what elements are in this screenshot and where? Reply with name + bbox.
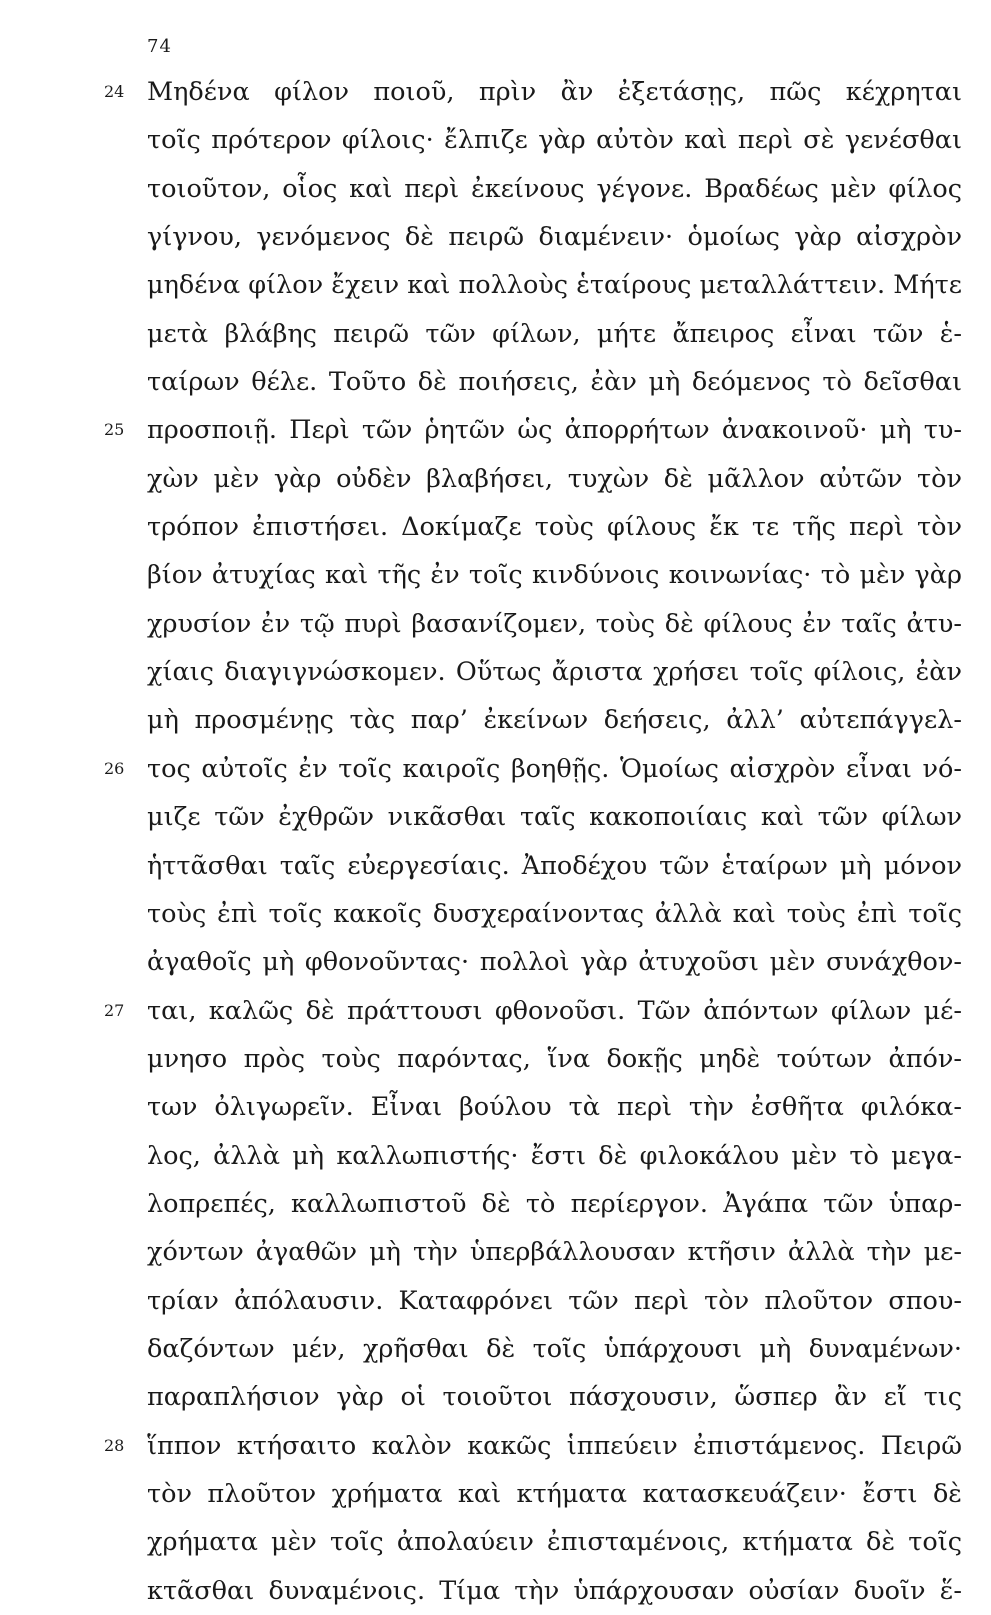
text-line bbox=[147, 551, 962, 599]
line-text: τρίαν ἀπόλαυσιν. Καταφρόνει τῶν περὶ τὸν πλοῦτον σπου- bbox=[147, 1285, 962, 1316]
page-number: 74 bbox=[147, 36, 172, 57]
text-line bbox=[147, 165, 962, 213]
line-text: χρυσίον ἐν τῷ πυρὶ βασανίζομεν, τοὺς δὲ φίλους ἐν ταῖς ἀτυ- bbox=[147, 608, 962, 639]
text-line bbox=[147, 842, 962, 890]
section-number: 25 bbox=[104, 420, 125, 440]
text-line bbox=[147, 1567, 962, 1615]
line-text: χίαις διαγιγνώσκομεν. Οὕτως ἄριστα χρήσει τοῖς φίλοις, ἐὰν bbox=[147, 657, 962, 688]
line-text: χρήματα μὲν τοῖς ἀπολαύειν ἐπισταμένοις, κτήματα δὲ τοῖς bbox=[147, 1527, 962, 1558]
text-line bbox=[147, 1373, 962, 1421]
text-line bbox=[147, 890, 962, 938]
line-text: τοῖς πρότερον φίλοις· ἔλπιζε γὰρ αὐτὸν καὶ περὶ σὲ γενέσθαι bbox=[147, 125, 962, 156]
text-line bbox=[104, 745, 962, 793]
section-number: 27 bbox=[104, 1000, 125, 1020]
line-text: τρόπον ἐπιστήσει. Δοκίμαζε τοὺς φίλους ἔκ τε τῆς περὶ τὸν bbox=[147, 512, 962, 543]
text-line bbox=[147, 1083, 962, 1131]
line-text: βίον ἀτυχίας καὶ τῆς ἐν τοῖς κινδύνοις κοινωνίας· τὸ μὲν γὰρ bbox=[147, 560, 962, 591]
text-line bbox=[147, 455, 962, 503]
text-line bbox=[104, 68, 962, 116]
text-line bbox=[147, 1518, 962, 1566]
text-line bbox=[147, 1180, 962, 1228]
body-text bbox=[104, 68, 962, 1615]
line-text: λοπρεπές, καλλωπιστοῦ δὲ τὸ περίεργον. Ἀγάπα τῶν ὑπαρ- bbox=[147, 1188, 962, 1219]
line-text: μὴ προσμένῃς τὰς παρ’ ἐκείνων δεήσεις, ἀλλ’ αὐτεπάγγελ- bbox=[147, 705, 962, 736]
text-line bbox=[147, 358, 962, 406]
text-line bbox=[147, 1325, 962, 1373]
line-text: δαζόντων μέν, χρῆσθαι δὲ τοῖς ὑπάρχουσι μὴ δυναμένων· bbox=[147, 1333, 962, 1364]
section-number: 26 bbox=[104, 758, 125, 778]
line-text: ἡττᾶσθαι ταῖς εὐεργεσίαις. Ἀποδέχου τῶν ἑταίρων μὴ μόνον bbox=[147, 850, 962, 881]
text-line bbox=[147, 1228, 962, 1276]
line-text: ἵππον κτήσαιτο καλὸν κακῶς ἱππεύειν ἐπιστάμενος. Πειρῶ bbox=[147, 1430, 962, 1461]
text-line bbox=[147, 696, 962, 744]
line-text: χὼν μὲν γὰρ οὐδὲν βλαβήσει, τυχὼν δὲ μᾶλλον αὐτῶν τὸν bbox=[147, 463, 962, 494]
line-text: παραπλήσιον γὰρ οἱ τοιοῦτοι πάσχουσιν, ὥσπερ ἂν εἴ τις bbox=[147, 1382, 962, 1413]
line-text: μιζε τῶν ἐχθρῶν νικᾶσθαι ταῖς κακοποιίαις καὶ τῶν φίλων bbox=[147, 802, 962, 833]
line-text: χόντων ἀγαθῶν μὴ τὴν ὑπερβάλλουσαν κτῆσιν ἀλλὰ τὴν με- bbox=[147, 1237, 962, 1268]
text-line bbox=[147, 1132, 962, 1180]
line-text: μνησο πρὸς τοὺς παρόντας, ἵνα δοκῇς μηδὲ τούτων ἀπόν- bbox=[147, 1043, 962, 1074]
line-text: ἀγαθοῖς μὴ φθονοῦντας· πολλοὶ γὰρ ἀτυχοῦσι μὲν συνάχθον- bbox=[147, 947, 962, 978]
text-line bbox=[147, 938, 962, 986]
text-line bbox=[147, 648, 962, 696]
line-text: των ὀλιγωρεῖν. Εἶναι βούλου τὰ περὶ τὴν ἐσθῆτα φιλόκα- bbox=[147, 1092, 962, 1123]
line-text: τοιοῦτον, οἷος καὶ περὶ ἐκείνους γέγονε. Βραδέως μὲν φίλος bbox=[147, 173, 962, 204]
line-text: μηδένα φίλον ἔχειν καὶ πολλοὺς ἑταίρους μεταλλάττειν. Μήτε bbox=[147, 270, 962, 301]
line-text: τος αὐτοῖς ἐν τοῖς καιροῖς βοηθῇς. Ὁμοίως αἰσχρὸν εἶναι νό- bbox=[147, 753, 962, 784]
text-line bbox=[147, 1035, 962, 1083]
text-line bbox=[147, 1470, 962, 1518]
line-text: ται, καλῶς δὲ πράττουσι φθονοῦσι. Τῶν ἀπόντων φίλων μέ- bbox=[147, 995, 962, 1026]
text-line bbox=[104, 987, 962, 1035]
line-text: τὸν πλοῦτον χρήματα καὶ κτήματα κατασκευάζειν· ἔστι δὲ bbox=[147, 1478, 962, 1509]
text-line bbox=[104, 406, 962, 454]
text-line bbox=[147, 116, 962, 164]
line-text: κτᾶσθαι δυναμένοις. Τίμα τὴν ὑπάρχουσαν οὐσίαν δυοῖν ἕ- bbox=[147, 1575, 962, 1606]
line-text: μετὰ βλάβης πειρῶ τῶν φίλων, μήτε ἄπειρος εἶναι τῶν ἑ- bbox=[147, 318, 962, 349]
text-line bbox=[147, 503, 962, 551]
line-text: Μηδένα φίλον ποιοῦ, πρὶν ἂν ἐξετάσῃς, πῶς κέχρηται bbox=[147, 77, 962, 107]
text-line bbox=[147, 261, 962, 309]
text-line bbox=[147, 600, 962, 648]
section-number: 24 bbox=[104, 82, 125, 101]
line-text: προσποιῇ. Περὶ τῶν ῥητῶν ὡς ἀπορρήτων ἀνακοινοῦ· μὴ τυ- bbox=[147, 415, 962, 446]
line-text: γίγνου, γενόμενος δὲ πειρῶ διαμένειν· ὁμοίως γὰρ αἰσχρὸν bbox=[147, 222, 962, 253]
line-text: ταίρων θέλε. Τοῦτο δὲ ποιήσεις, ἐὰν μὴ δεόμενος τὸ δεῖσθαι bbox=[147, 367, 962, 398]
text-line bbox=[104, 1422, 962, 1470]
text-line bbox=[147, 213, 962, 261]
section-number: 28 bbox=[104, 1435, 125, 1455]
text-line bbox=[147, 793, 962, 841]
line-text: τοὺς ἐπὶ τοῖς κακοῖς δυσχεραίνοντας ἀλλὰ καὶ τοὺς ἐπὶ τοῖς bbox=[147, 898, 962, 929]
text-line bbox=[147, 310, 962, 358]
line-text: λος, ἀλλὰ μὴ καλλωπιστής· ἔστι δὲ φιλοκάλου μὲν τὸ μεγα- bbox=[147, 1140, 962, 1171]
text-line bbox=[147, 1277, 962, 1325]
